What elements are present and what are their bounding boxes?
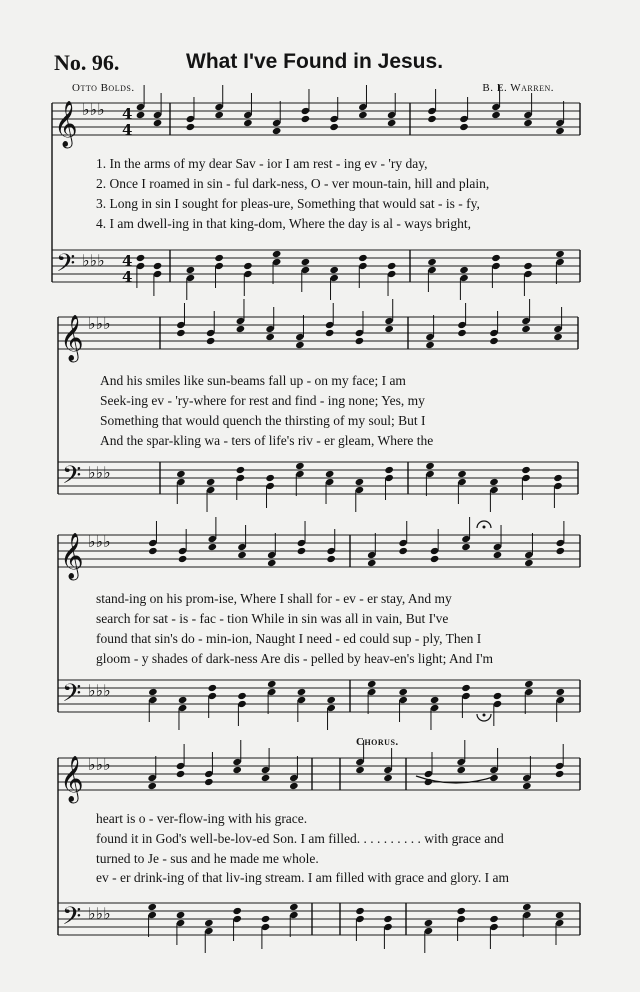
lyric-line: 1. In the arms of my dear Sav - ior I am rest - ing ev - 'ry day, — [96, 156, 428, 171]
note-head — [491, 111, 501, 119]
lyric-line: Something that would quench the thirsting of my soul; But I — [100, 413, 426, 428]
note-head — [147, 903, 157, 911]
fermata-icon — [483, 526, 486, 529]
note-head — [493, 692, 503, 700]
lyric-line: And the spar-kling wa - ters of life's riv - er gleam, Where the — [100, 433, 434, 448]
note-head — [326, 555, 336, 563]
note-head — [524, 559, 534, 567]
note-head — [523, 262, 533, 270]
note-head — [178, 696, 188, 704]
treble-clef-icon: 𝄞 — [60, 756, 84, 802]
note-head — [553, 333, 563, 341]
note-head — [272, 250, 282, 258]
note-head — [555, 127, 565, 135]
bass-staff — [58, 680, 580, 712]
lyric-line: ev - er drink-ing of that liv-ing stream. I am filled with grace and glory. I am — [96, 870, 509, 885]
time-signature: 4 — [122, 105, 133, 123]
treble-clef-icon: 𝄞 — [54, 101, 78, 147]
note-head — [383, 774, 393, 782]
bass-clef-icon: 𝄢 — [56, 249, 76, 284]
note-head — [489, 337, 499, 345]
note-head — [236, 325, 246, 333]
lyric-line: found it in God's well-be-lov-ed Son. I am filled. . . . . . . . . . with grace and — [96, 831, 504, 846]
bass-staff — [58, 462, 578, 494]
note-head — [301, 258, 311, 266]
note-head — [491, 254, 501, 262]
note-head — [387, 119, 397, 127]
bass-clef-icon: 𝄢 — [62, 461, 82, 496]
note-head — [272, 127, 282, 135]
note-head — [325, 470, 335, 478]
note-head — [522, 903, 532, 911]
note-head — [461, 684, 471, 692]
note-head — [430, 555, 440, 563]
note-head — [425, 462, 435, 470]
note-head — [521, 325, 531, 333]
lyric-line: 2. Once I roamed in sin - ful dark-ness, O - ver moun-tain, hill and plain, — [96, 176, 490, 191]
key-signature: ♭♭♭ — [82, 100, 105, 119]
note-head — [358, 111, 368, 119]
note-head — [524, 680, 534, 688]
lyricist-credit: B. E. Warren. — [482, 82, 554, 94]
lyric-line: heart is o - ver-flow-ing with his grace. — [96, 811, 308, 826]
key-signature: ♭♭♭ — [88, 681, 111, 700]
note-head — [355, 478, 365, 486]
note-head — [521, 466, 531, 474]
note-head — [267, 680, 277, 688]
note-head — [289, 782, 299, 790]
note-head — [176, 911, 186, 919]
note-head — [355, 907, 365, 915]
note-head — [425, 341, 435, 349]
note-head — [553, 474, 563, 482]
time-signature: 4 — [122, 268, 133, 286]
note-head — [186, 123, 196, 131]
hymn-number: No. 96. — [54, 50, 120, 75]
key-signature: ♭♭♭ — [88, 314, 111, 333]
note-head — [204, 778, 214, 786]
note-head — [153, 119, 163, 127]
note-head — [136, 111, 146, 119]
note-head — [367, 559, 377, 567]
note-head — [398, 688, 408, 696]
note-head — [461, 543, 471, 551]
lyric-line: Seek-ing ev - 'ry-where for rest and find - ing none; Yes, my — [100, 393, 425, 408]
note-head — [556, 688, 566, 696]
lyric-line: found that sin's do - min-ion, Naught I need - ed could sup - ply, Then I — [96, 631, 482, 646]
note-head — [456, 907, 466, 915]
note-head — [489, 478, 499, 486]
bass-clef-icon: 𝄢 — [62, 679, 82, 714]
lyric-line: 3. Long in sin I sought for pleas-ure, Something that would sat - is - fy, — [96, 196, 480, 211]
treble-clef-icon: 𝄞 — [60, 315, 84, 361]
note-head — [325, 329, 335, 337]
note-head — [176, 329, 186, 337]
note-head — [295, 341, 305, 349]
key-signature: ♭♭♭ — [88, 463, 111, 482]
note-head — [265, 333, 275, 341]
note-head — [457, 329, 467, 337]
note-head — [214, 111, 224, 119]
note-head — [555, 770, 565, 778]
note-head — [493, 551, 503, 559]
note-head — [265, 474, 275, 482]
note-head — [522, 782, 532, 790]
treble-staff — [58, 758, 580, 790]
composer-credit: Otto Bolds. — [72, 82, 135, 94]
treble-clef-icon: 𝄞 — [60, 533, 84, 579]
key-signature: ♭♭♭ — [88, 755, 111, 774]
note-head — [301, 115, 311, 123]
note-head — [556, 547, 566, 555]
note-head — [295, 462, 305, 470]
fermata-icon — [483, 714, 486, 717]
note-head — [237, 551, 247, 559]
note-head — [232, 766, 242, 774]
note-head — [427, 115, 437, 123]
note-head — [398, 547, 408, 555]
note-head — [383, 915, 393, 923]
note-head — [136, 254, 146, 262]
note-head — [243, 119, 253, 127]
note-head — [243, 262, 253, 270]
lyric-line: 4. I am dwell-ing in that king-dom, Where the day is al - ways bright, — [96, 216, 472, 231]
bass-clef-icon: 𝄢 — [62, 902, 82, 937]
note-head — [261, 915, 271, 923]
note-head — [326, 696, 336, 704]
note-head — [358, 254, 368, 262]
lyric-line: turned to Je - sus and he made me whole. — [96, 851, 319, 866]
lyric-line: And his smiles like sun-beams fall up - on my face; I am — [100, 373, 406, 388]
note-head — [261, 774, 271, 782]
note-head — [387, 262, 397, 270]
note-head — [297, 688, 307, 696]
note-head — [457, 470, 467, 478]
note-head — [206, 337, 216, 345]
note-head — [456, 766, 466, 774]
note-head — [148, 547, 158, 555]
note-head — [523, 119, 533, 127]
note-head — [355, 337, 365, 345]
treble-staff — [58, 535, 580, 567]
note-head — [214, 254, 224, 262]
note-head — [329, 123, 339, 131]
note-head — [232, 907, 242, 915]
note-head — [459, 266, 469, 274]
key-signature: ♭♭♭ — [88, 904, 111, 923]
note-head — [208, 543, 218, 551]
note-head — [208, 684, 218, 692]
note-head — [236, 466, 246, 474]
lyric-line: search for sat - is - fac - tion While in sin was all in vain, But I've — [96, 611, 449, 626]
note-head — [355, 766, 365, 774]
note-head — [297, 547, 307, 555]
lyric-line: gloom - y shades of dark-ness Are dis - pelled by heav-en's light; And I'm — [96, 651, 494, 666]
note-head — [153, 262, 163, 270]
note-head — [178, 555, 188, 563]
chorus-label: Chorus. — [356, 736, 399, 748]
note-head — [204, 919, 214, 927]
note-head — [427, 258, 437, 266]
key-signature: ♭♭♭ — [82, 251, 105, 270]
note-head — [424, 919, 434, 927]
note-head — [176, 770, 186, 778]
lyric-line: stand-ing on his prom-ise, Where I shall for - ev - er stay, And my — [96, 591, 452, 606]
note-head — [384, 466, 394, 474]
note-head — [329, 266, 339, 274]
note-head — [367, 680, 377, 688]
note-head — [237, 692, 247, 700]
note-head — [289, 903, 299, 911]
note-head — [147, 782, 157, 790]
note-head — [206, 478, 216, 486]
treble-staff — [58, 317, 578, 349]
note-head — [267, 559, 277, 567]
time-signature: 4 — [122, 252, 133, 270]
note-head — [148, 688, 158, 696]
note-head — [384, 325, 394, 333]
bass-staff — [58, 903, 580, 935]
note-head — [176, 470, 186, 478]
note-head — [459, 123, 469, 131]
time-signature: 4 — [122, 121, 133, 139]
note-head — [489, 915, 499, 923]
note-head — [430, 696, 440, 704]
hymn-title: What I've Found in Jesus. — [186, 50, 444, 73]
note-head — [186, 266, 196, 274]
key-signature: ♭♭♭ — [88, 532, 111, 551]
note-head — [555, 250, 565, 258]
note-head — [555, 911, 565, 919]
